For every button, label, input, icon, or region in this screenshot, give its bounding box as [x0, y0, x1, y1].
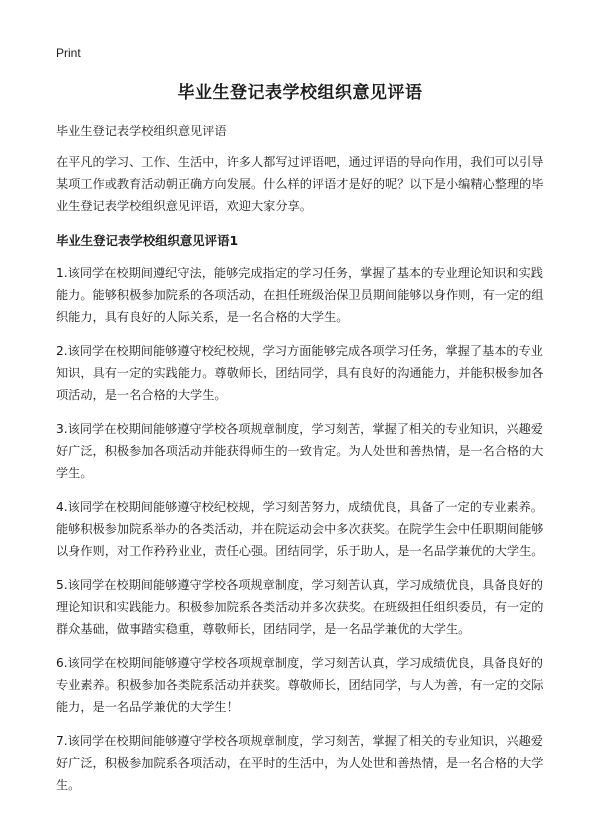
comment-item-4: 4.该同学在校期间能够遵守校纪校规，学习刻苦努力，成绩优良，具备了一定的专业素养。能够积极参加院系举办的各类活动，并在院运动会中多次获奖。在院学生会中任职期间能够以身作则，对工作矜矜业业，责任心强。团结同学，乐于助人，是一名品学兼优的大学生。: [56, 500, 544, 558]
article-subtitle: 毕业生登记表学校组织意见评语: [56, 124, 227, 138]
comment-item-6: 6.该同学在校期间能够遵守学校各项规章制度，学习刻苦认真，学习成绩优良，具备良好的专业素养。积极参加各类院系活动并获奖。尊敬师长，团结同学，与人为善，有一定的交际能力，是一名品学兼优的大学生！: [56, 656, 544, 714]
article-body: [56, 120, 546, 808]
section-heading: 毕业生登记表学校组织意见评语1: [56, 233, 239, 248]
comment-item-2: 2.该同学在校期间能够遵守校纪校规，学习方面能够完成各项学习任务，掌握了基本的专业知识，具有一定的实践能力。尊敬师长，团结同学，具有良好的沟通能力，并能积极参加各项活动，是一名合格的大学生。: [56, 344, 544, 402]
comment-item-1: 1.该同学在校期间遵纪守法，能够完成指定的学习任务，掌握了基本的专业理论知识和实践能力。能够积极参加院系的各项活动，在担任班级治保卫员期间能够以身作则，有一定的组织能力，具有良好的人际关系，是一名合格的大学生。: [56, 266, 544, 324]
comment-item-5: 5.该同学在校期间能够遵守学校各项规章制度，学习刻苦认真，学习成绩优良，具备良好的理论知识和实践能力。积极参加院系各类活动并多次获奖。在班级担任组织委员，有一定的群众基础，做事踏实稳重，尊敬师长，团结同学，是一名品学兼优的大学生。: [56, 578, 544, 636]
comment-item-3: 3.该同学在校期间能够遵守学校各项规章制度，学习刻苦，掌握了相关的专业知识，兴趣爱好广泛，积极参加各项活动并能获得师生的一致肯定。为人处世和善热情，是一名合格的大学生。: [56, 422, 544, 480]
print-link[interactable]: Print: [56, 46, 81, 60]
comment-item-7: 7.该同学在校期间能够遵守学校各项规章制度，学习刻苦，掌握了相关的专业知识，兴趣爱好广泛，积极参加院系各项活动，在平时的生活中，为人处世和善热情，是一名合格的大学生。: [56, 734, 544, 792]
intro-paragraph: 在平凡的学习、工作、生活中，许多人都写过评语吧，通过评语的导向作用，我们可以引导某项工作或教育活动朝正确方向发展。什么样的评语才是好的呢？以下是小编精心整理的毕业生登记表学校组织意见评语，欢迎大家分享。: [56, 155, 544, 213]
page-title: 毕业生登记表学校组织意见评语: [177, 83, 423, 103]
